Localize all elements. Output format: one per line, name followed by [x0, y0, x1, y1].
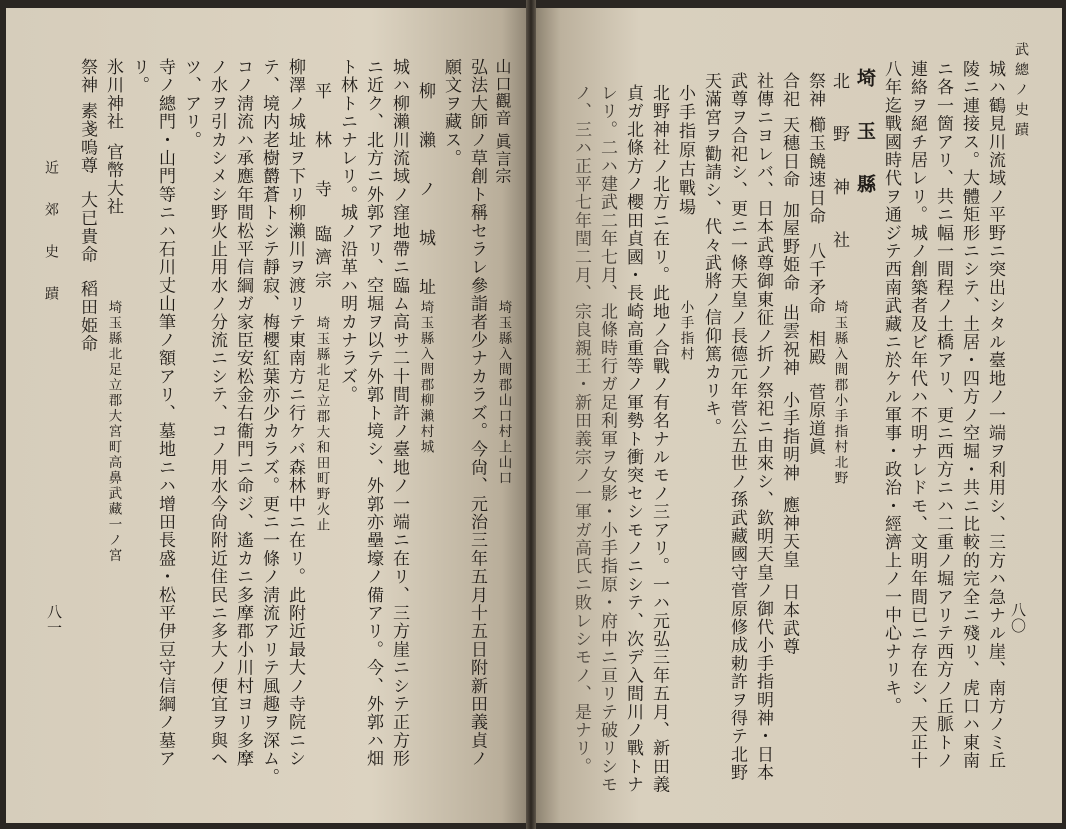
- castle-location: 埼玉縣入間郡柳瀨村城: [417, 300, 434, 455]
- text-column: テ、境内老樹欝蒼トシテ靜寂、梅櫻紅葉亦少カラズ。更ニ一條ノ淸流アリテ風趣ヲ深ム。: [259, 58, 279, 786]
- page-number-right: 八〇: [1009, 602, 1027, 634]
- text-column: 願文ヲ藏ス。: [441, 58, 461, 168]
- page-number-left: 八一: [45, 604, 63, 636]
- deity-name: 菅原道眞: [805, 382, 825, 456]
- temple-location: 埼玉縣入間郡山口村上山口: [495, 300, 512, 486]
- deity-name: 天穗日命: [779, 116, 799, 190]
- text-column: ノ水ヲ引カシメシ野火止用水ノ分流ニシテ、コノ用水今尙附近住民ニ多大ノ便宜ヲ與ヘ: [207, 58, 227, 768]
- text-column: リ。: [129, 58, 149, 95]
- deity-column: [78, 58, 95, 353]
- shrine-name: 氷川神社: [103, 58, 123, 131]
- text-column: 柳澤ノ城址ヲ下リ柳瀨川ヲ渡リテ東南方ニ行ケバ森林中ニ在リ。此附近最大ノ寺院ニシ: [285, 58, 305, 768]
- temple-location: 埼玉縣北足立郡大和田町野火止: [313, 316, 330, 533]
- deity-label: 祭神: [805, 72, 825, 109]
- temple-name: 平 林 寺: [311, 82, 331, 203]
- text-column: 城ハ柳瀨川流域ノ窪地帶ニ臨ム高サ二十間許ノ臺地ノ一端ニ在リ、三方崖ニシテ正方形: [389, 58, 409, 768]
- shrine-location: 埼玉縣入間郡小手指村北野: [831, 300, 848, 486]
- text-column: 社傳ニヨレバ、日本武尊御東征ノ折ノ祭祀ニ由來シ、欽明天皇ノ御代小手指明神・日本: [753, 72, 773, 782]
- text-column: 北野神社ノ北方ニ在リ。此地ノ合戰ノ有名ナルモノ三アリ。一ハ元弘三年五月、新田義: [649, 84, 669, 794]
- shrine-heading: 北 野 神 社: [829, 72, 849, 256]
- text-column: 天滿宮ヲ勸請シ、代々武將ノ信仰篤カリキ。: [701, 72, 721, 436]
- deity-name: 小手指明神: [779, 391, 799, 483]
- deity-label: 祭神: [77, 58, 97, 95]
- deity-note: 相殿: [805, 330, 825, 367]
- deity-column: [780, 72, 797, 656]
- battlefield-heading: 小手指原古戰場: [675, 84, 695, 217]
- deity-name: 稻田姫命: [77, 280, 97, 353]
- text-column: レリ。二ハ建武二年七月、北條時行ガ足利軍ヲ女影・小手指原・府中ニ亘リテ破リシモ: [597, 84, 617, 794]
- temple-sect: 眞言宗: [493, 132, 512, 185]
- temple-sect: 臨濟宗: [311, 225, 331, 294]
- text-column: 武尊ヲ合祀シ、更ニ一條天皇ノ長德元年菅公五世ノ孫武藏國守菅原修成勅許ヲ得テ北野: [727, 72, 747, 782]
- text-column: ニ近ク、北方ニ外郭アリ、空堀ヲ以テ外郭ト境シ、外郭亦壘壕ノ備アリ。今、外郭ハ畑: [363, 58, 383, 768]
- text-column: 連絡ヲ絕チ居レリ。城ノ創築者及ビ年代ハ不明ナレドモ、文明年間已ニ存在シ、天正十: [907, 60, 927, 770]
- text-column: 陵ニ連接ス。大體矩形ニシテ、土居・四方ノ空堀・共ニ比較的完全ニ殘リ、虎口ハ東南: [959, 60, 979, 770]
- deity-name: 素戔嗚尊: [77, 102, 97, 176]
- text-column: 八年迄戰國時代ヲ通ジテ西南武藏ニ於ケル軍事・政治・經濟上ノ一中心ナリキ。: [881, 60, 901, 716]
- running-header-left: 近 郊 史 蹟: [43, 160, 59, 306]
- deity-name: 日本武尊: [779, 582, 799, 656]
- running-header-right: 武總ノ史蹟: [1013, 42, 1029, 142]
- deity-name: 櫛玉饒速日命: [805, 116, 825, 226]
- shrine-rank: 官幣大社: [103, 142, 123, 216]
- text-column: 城ハ鶴見川流域ノ平野ニ突出シタル臺地ノ一端ヲ利用シ、三方ハ急ナル崖、南方ノミ丘: [985, 60, 1005, 770]
- castle-heading: 柳 瀨 ノ 城 址: [415, 82, 435, 301]
- deity-column: [806, 72, 823, 456]
- book-gutter: [526, 0, 536, 829]
- battlefield-location: 小手指村: [677, 300, 694, 362]
- text-column: ツ、アリ。: [181, 58, 201, 149]
- text-column: ニ各一箇アリ、共ニ幅一間程ノ土橋アリ、更ニ西方ニハ二重ノ堀アリテ西方ノ丘脈トノ: [933, 60, 953, 770]
- deity-name: 大已貴命: [77, 191, 97, 265]
- deity-label: 合祀: [779, 72, 799, 109]
- temple-heading: [494, 58, 510, 184]
- deity-name: 八千矛命: [805, 241, 825, 315]
- text-column: 弘法大師ノ草創ト稱セラレ參詣者少ナカラズ。今尙、元治三年五月十五日附新田義貞ノ: [467, 58, 487, 768]
- text-column: 寺ノ總門・山門等ニハ石川丈山筆ノ額アリ、墓地ニハ增田長盛・松平伊豆守信綱ノ墓ア: [155, 58, 175, 768]
- temple-heading: [312, 82, 329, 294]
- deity-name: 加屋野姫命: [779, 201, 799, 293]
- prefecture-heading: 埼 玉 縣: [854, 68, 876, 199]
- shrine-heading: [104, 58, 121, 216]
- text-column: ノ、三ハ正平七年閏二月、宗良親王・新田義宗ノ一軍ガ高氏ニ敗レシモノ、是ナリ。: [571, 84, 591, 776]
- text-column: コノ淸流ハ承應年間松平信綱ガ家臣安松金右衞門ニ命ジ、遙カニ多摩郡小川村ヨリ多摩: [233, 58, 253, 768]
- temple-name: 山口觀音: [493, 58, 512, 127]
- shrine-location: 埼玉縣北足立郡大宮町高鼻武藏一ノ宮: [105, 300, 122, 564]
- text-column: 貞ガ北條方ノ櫻田貞國・長崎高重等ノ軍勢ト衝突セシモノニシテ、次デ入間川ノ戰トナ: [623, 84, 643, 794]
- deity-name: 出雲祝神: [779, 304, 799, 378]
- text-column: ト林トニナレリ。城ノ沿革ハ明カナラズ。: [337, 58, 357, 404]
- deity-name: 應神天皇: [779, 496, 799, 569]
